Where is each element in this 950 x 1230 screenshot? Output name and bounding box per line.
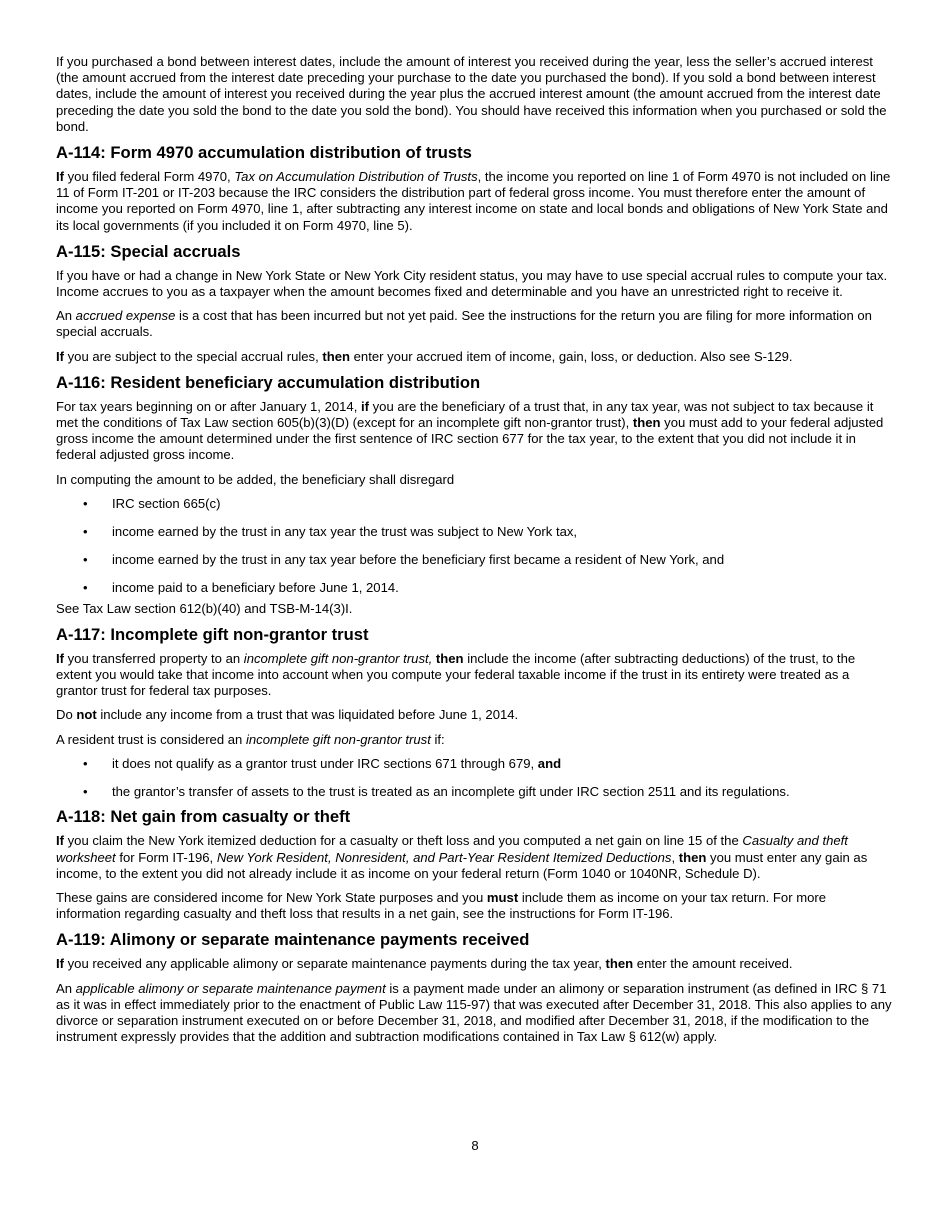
- intro-paragraph: If you purchased a bond between interest dates, include the amount of interest you received during the year, less the seller’s accrued interest (the amount accrued from the interest date preceding your purchase to the date you purchased the bond). If you sold a bond between interest dates, include the amount of interest you received during the year plus the accrued interest amount (the amount accrued from the interest date preceding the date you sold the bond to the date you sold the bond). You should have received this information when you purchased or sold the bond.: [56, 54, 887, 134]
- section-a115-paragraph-3: If you are subject to the special accrual rules, then enter your accrued item of income, gain, loss, or deduction. Also see S-129.: [56, 348, 793, 364]
- section-a115-heading: A-115: Special accruals: [56, 241, 241, 261]
- list-item: • IRC section 665(c): [83, 495, 221, 511]
- section-a116-paragraph-1: For tax years beginning on or after January 1, 2014, if you are the beneficiary of a trust that, in any tax year, was not subject to tax because it met the conditions of Tax Law section 605(b)(3)(D) (except for an incomplete gift non-grantor trust), then you must add to your federal adjusted gross income the amount determined under the first sentence of IRC section 677 for the tax year, to the extent that you did not include it in federal adjusted gross income.: [56, 398, 884, 463]
- list-item: • income earned by the trust in any tax year before the beneficiary first became a resident of New York, and: [83, 552, 725, 568]
- section-a115-paragraph-1: If you have or had a change in New York State or New York City resident status, you may have to use special accrual rules to compute your tax. Income accrues to you as a taxpayer when the amount becomes fixed and determinable and you have an unrestricted right to receive it.: [56, 267, 888, 300]
- document-page: [56, 54, 894, 1053]
- section-a119-heading: A-119: Alimony or separate maintenance payments received: [56, 930, 530, 950]
- section-a116-paragraph-2: In computing the amount to be added, the beneficiary shall disregard: [56, 471, 455, 487]
- section-a114: [56, 143, 894, 234]
- bullet-icon: •: [83, 552, 88, 568]
- list-item: • it does not qualify as a grantor trust under IRC sections 671 through 679, and: [83, 755, 562, 771]
- bullet-icon: •: [83, 580, 88, 596]
- list-item: • the grantor’s transfer of assets to the trust is treated as an incomplete gift under IRC section 2511 and its regulations.: [83, 784, 790, 800]
- section-a119: [56, 930, 894, 1045]
- section-a118-paragraph-1: If you claim the New York itemized deduction for a casualty or theft loss and you computed a net gain on line 15 of the Casualty and theft worksheet for Form IT-196, New York Resident, Nonresident, and Part-Year Resident Itemized Deductions, then you must enter any gain as income, to the extent you did not already include it as income on your federal return (Form 1040 or 1040NR, Schedule D).: [56, 833, 868, 881]
- section-a114-paragraph: If you filed federal Form 4970, Tax on Accumulation Distribution of Trusts, the income you reported on line 1 of Form 4970 is not included on line 11 of Form IT-201 or IT-203 because the IRC considers the distribution part of federal gross income. You must therefore enter the amount of income you reported on Form 4970, line 1, after subtracting any interest income on state and local bonds and obligations of New York State and its local governments (if you included it on Form 4970, line 5).: [56, 169, 891, 233]
- section-a119-paragraph-1: If you received any applicable alimony or separate maintenance payments during the tax year, then enter the amount received.: [56, 956, 793, 972]
- section-a117-paragraph-2: Do not include any income from a trust that was liquidated before June 1, 2014.: [56, 707, 519, 723]
- section-a116-heading: A-116: Resident beneficiary accumulation distribution: [56, 372, 481, 392]
- section-a118: [56, 807, 894, 922]
- list-item: • income earned by the trust in any tax year the trust was subject to New York tax,: [83, 524, 578, 540]
- section-a116-paragraph-3: See Tax Law section 612(b)(40) and TSB-M-14(3)I.: [56, 600, 353, 616]
- section-a116-list: [56, 496, 894, 597]
- section-a117: [56, 625, 894, 800]
- bullet-icon: •: [83, 495, 88, 511]
- page-number: 8: [471, 1138, 479, 1153]
- section-a115-paragraph-2: An accrued expense is a cost that has been incurred but not yet paid. See the instructions for the return you are filing for more information on special accruals.: [56, 308, 872, 340]
- section-a116: [56, 373, 894, 617]
- bullet-icon: •: [83, 524, 88, 540]
- bullet-icon: •: [83, 755, 88, 771]
- list-item: • income paid to a beneficiary before June 1, 2014.: [83, 580, 399, 596]
- section-a118-heading: A-118: Net gain from casualty or theft: [56, 807, 351, 827]
- section-a115: [56, 242, 894, 365]
- bullet-icon: •: [83, 784, 88, 800]
- section-a117-paragraph-3: A resident trust is considered an incomplete gift non-grantor trust if:: [56, 731, 445, 747]
- section-a117-list: [56, 756, 894, 800]
- section-a117-paragraph-1: If you transferred property to an incomplete gift non-grantor trust, then include the income (after subtracting deductions) of the trust, to the extent you would take that income into account when you compute your federal taxable income if the trust in its entirety were treated as a grantor trust for federal tax purposes.: [56, 650, 856, 699]
- section-a119-paragraph-2: An applicable alimony or separate maintenance payment is a payment made under an alimony or separation instrument (as defined in IRC § 71 as it was in effect immediately prior to the enactment of Public Law 115-97) that was executed after December 31, 2018. This also applies to any divorce or separation instrument executed on or before December 31, 2018, and modified after December 31, 2018, if the modification to the instrument expressly provides that the addition and subtraction modifications contained in Tax Law § 612(w) apply.: [56, 980, 892, 1045]
- section-a117-heading: A-117: Incomplete gift non-grantor trust: [56, 624, 369, 644]
- section-a118-paragraph-2: These gains are considered income for New York State purposes and you must include them as income on your tax return. For more information regarding casualty and theft loss that results in a net gain, see the instructions for Form IT-196.: [56, 889, 827, 922]
- section-a114-heading: A-114: Form 4970 accumulation distribution of trusts: [56, 143, 472, 163]
